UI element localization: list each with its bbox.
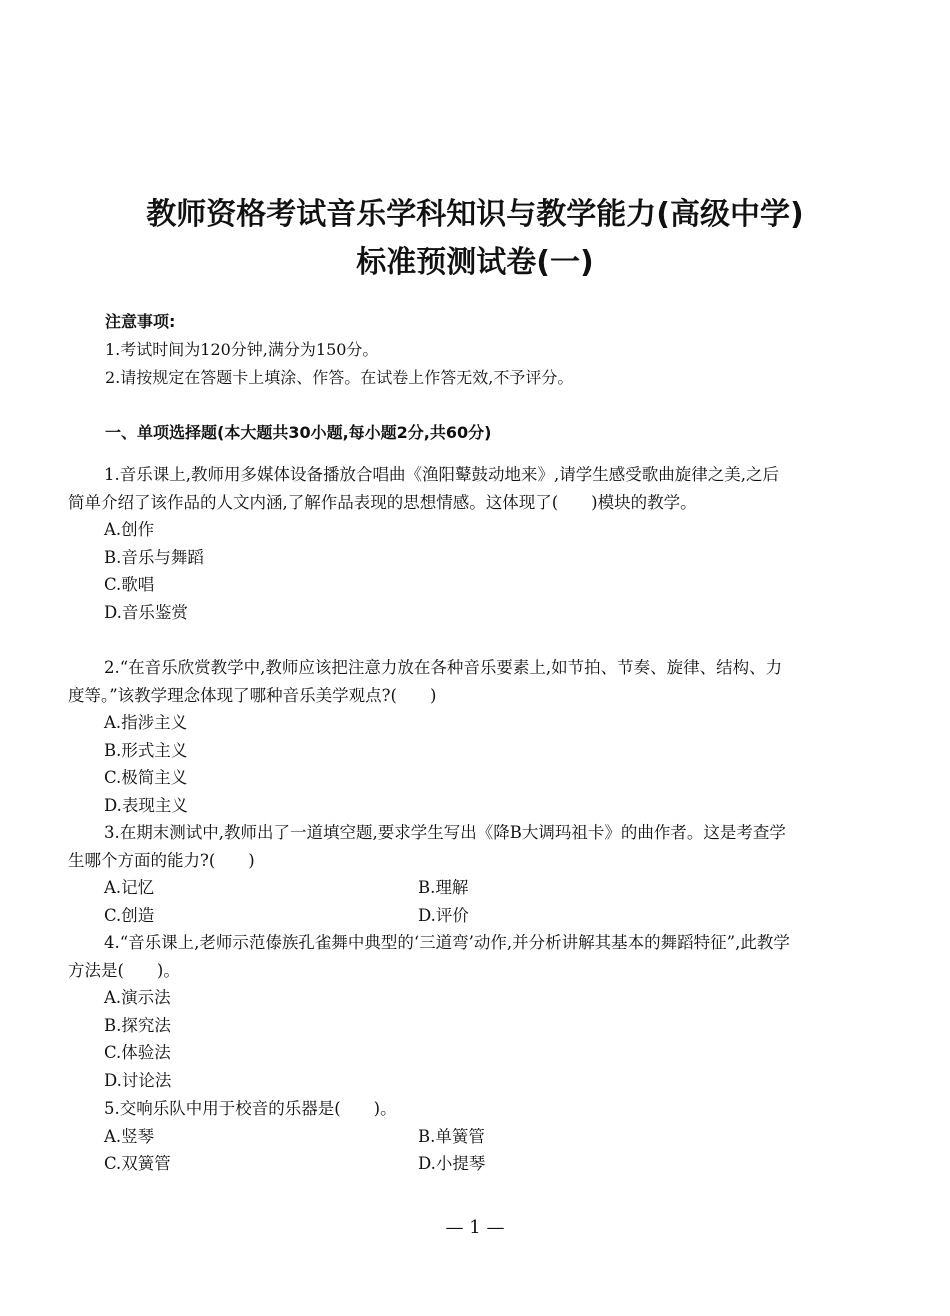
- question-1: [68, 461, 793, 626]
- option-a: A.创作: [104, 520, 155, 539]
- question-2-text: 2.“在音乐欣赏教学中,教师应该把注意力放在各种音乐要素上,如节拍、节奏、旋律、结构、力度等。”该教学理念体现了哪种音乐美学观点?( ): [68, 658, 783, 705]
- notice-item-2: 2.请按规定在答题卡上填涂、作答。在试卷上作答无效,不予评分。: [105, 368, 574, 387]
- option-d: D.音乐鉴赏: [104, 602, 188, 622]
- option-b: B.理解: [418, 878, 469, 897]
- question-4-options: [68, 984, 793, 1094]
- option-a: A.记忆: [104, 878, 155, 897]
- exam-title-line-2: 标准预测试卷(一): [356, 245, 594, 280]
- question-5-text: 5.交响乐队中用于校音的乐器是( )。: [104, 1099, 397, 1118]
- notice-heading: 注意事项:: [105, 312, 176, 331]
- question-3-options: [68, 874, 793, 929]
- option-c: C.歌唱: [104, 575, 155, 594]
- option-d: D.评价: [418, 905, 469, 925]
- question-5-options: [68, 1123, 793, 1178]
- option-b: B.形式主义: [104, 740, 188, 760]
- question-3-text: 3.在期末测试中,教师出了一道填空题,要求学生写出《降B大调玛祖卡》的曲作者。这是考查学生哪个方面的能力?( ): [68, 823, 786, 870]
- option-a: A.演示法: [104, 988, 171, 1007]
- question-1-text: 1.音乐课上,教师用多媒体设备播放合唱曲《渔阳鼙鼓动地来》,请学生感受歌曲旋律之美,之后简单介绍了该作品的人文内涵,了解作品表现的思想情感。这体现了( )模块的教学。: [68, 465, 779, 512]
- question-2-options: [68, 709, 793, 819]
- question-3: [68, 819, 793, 929]
- question-1-options: [68, 516, 793, 626]
- section-heading: 一、单项选择题(本大题共30小题,每小题2分,共60分): [105, 423, 492, 442]
- question-5: [68, 1095, 793, 1178]
- page-number: — 1 —: [445, 1217, 505, 1238]
- option-a: A.竖琴: [104, 1126, 155, 1146]
- option-b: B.探究法: [104, 1015, 171, 1035]
- option-b: B.音乐与舞蹈: [104, 547, 204, 567]
- option-c: C.创造: [104, 905, 155, 925]
- question-4: [68, 929, 793, 1094]
- question-4-text: 4.“音乐课上,老师示范傣族孔雀舞中典型的‘三道弯’动作,并分析讲解其基本的舞蹈特征”,此教学方法是( )。: [68, 933, 790, 980]
- option-a: A.指涉主义: [104, 713, 188, 732]
- option-d: D.小提琴: [418, 1154, 486, 1173]
- option-c: C.体验法: [104, 1043, 171, 1062]
- notice-item-1: 1.考试时间为120分钟,满分为150分。: [105, 340, 379, 359]
- option-d: D.表现主义: [104, 795, 188, 815]
- option-c: C.双簧管: [104, 1154, 171, 1173]
- option-d: D.讨论法: [104, 1070, 172, 1090]
- exam-title-line-1: 教师资格考试音乐学科知识与教学能力(高级中学): [146, 197, 804, 232]
- option-b: B.单簧管: [418, 1126, 485, 1146]
- question-2: [68, 654, 793, 819]
- option-c: C.极简主义: [104, 768, 188, 787]
